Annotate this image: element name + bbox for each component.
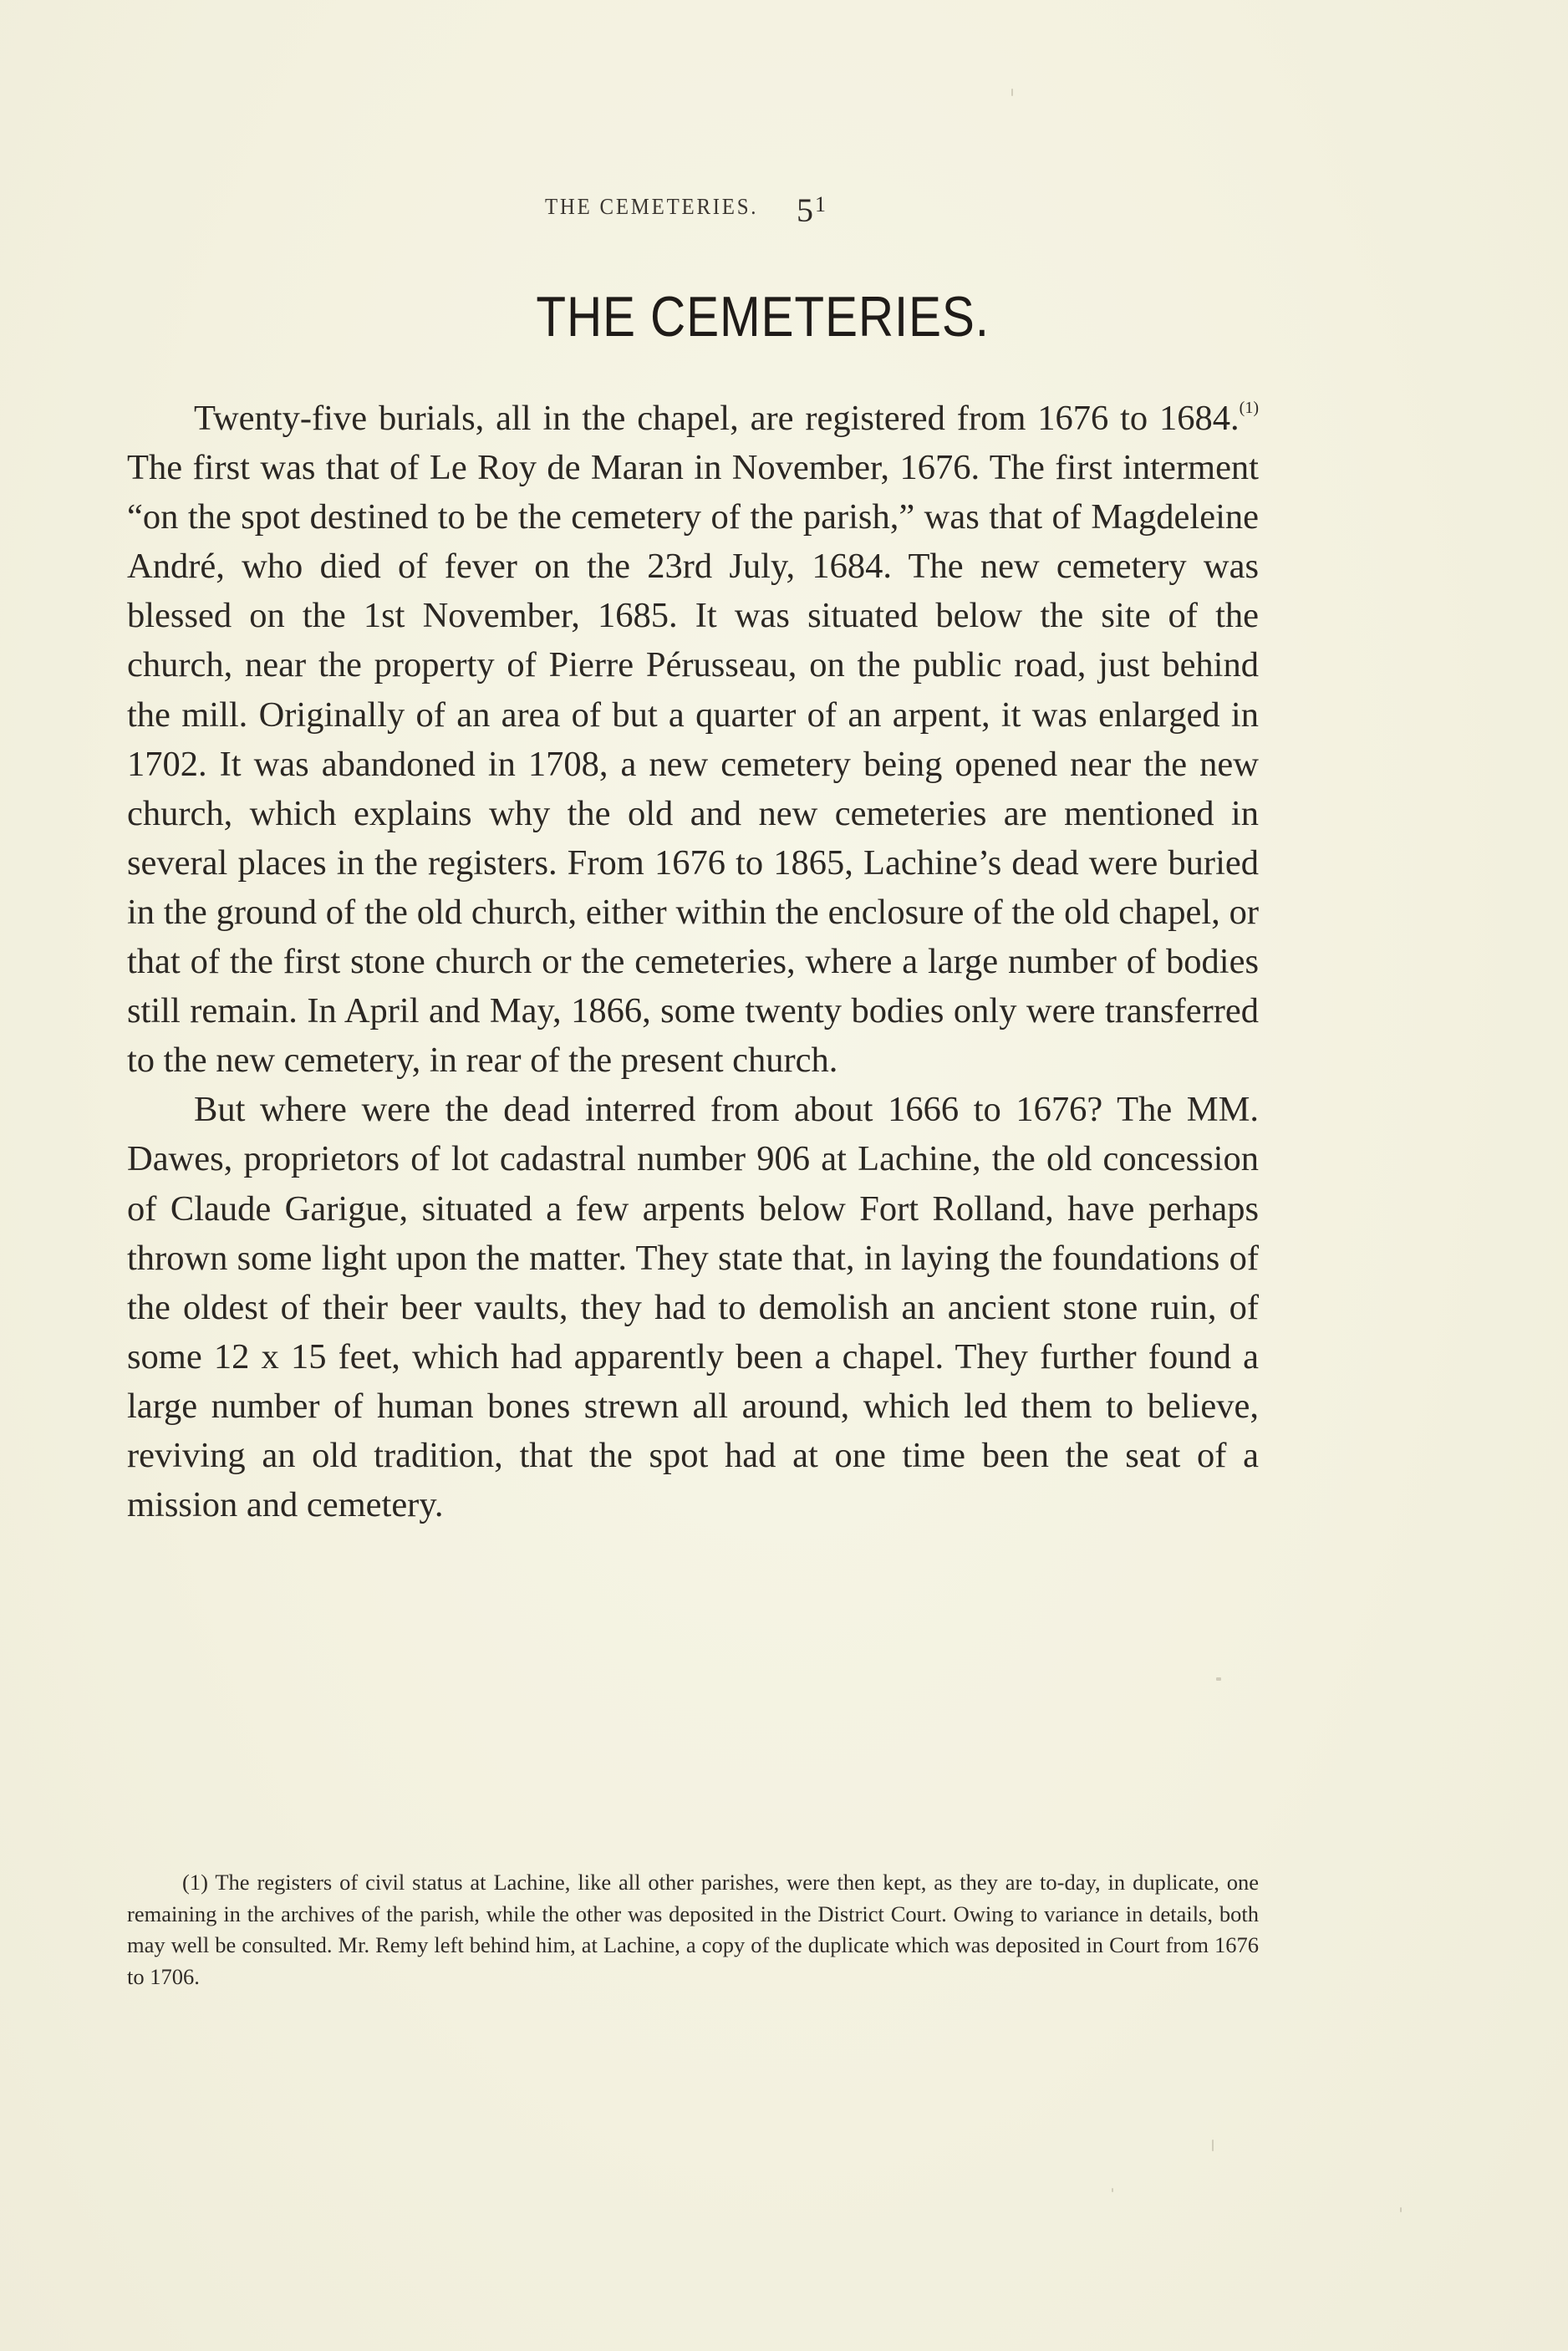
- page-number-digit-suffix: 1: [815, 192, 826, 216]
- footnote-text: The registers of civil status at Lachine, like all other parishes, were then kept, as they are to-day, in duplicate, one remaining in the archives of the parish, while the other was deposited in the District Court. Owing to variance in details, both may well be consulted. Mr. Remy left behind him, at Lachine, a copy of the duplicate which was deposited in Court from 1676 to 1706.: [127, 1870, 1259, 1989]
- paper-speck: [1400, 2207, 1402, 2212]
- paper-speck: [1212, 2140, 1214, 2151]
- paragraph: [127, 394, 1259, 1085]
- paper-speck: [1011, 89, 1013, 96]
- page-number: [797, 191, 826, 230]
- paragraph-text: The first was that of Le Roy de Maran in November, 1676. The first interment “on the spot destined to be the cemetery of the parish,” was that of Magdeleine André, who died of fever on the 23rd July, 1684. The new cemetery was blessed on the 1st November, 1685. It was situated below the site of the church, near the property of Pierre Pérusseau, on the public road, just behind the mill. Originally of an area of but a quarter of an arpent, it was enlarged in 1702. It was abandoned in 1708, a new cemetery being opened near the new church, which explains why the old and new cemeteries are mentioned in several places in the registers. From 1676 to 1865, Lachine’s dead were buried in the ground of the old church, either within the enclosure of the old chapel, or that of the first stone church or the cemeteries, where a large number of bodies still remain. In April and May, 1866, some twenty bodies only were transferred to the new cemetery, in rear of the present church.: [127, 448, 1259, 1081]
- chapter-title-text: THE CEMETERIES.: [535, 285, 990, 349]
- page-number-digit: 5: [797, 191, 813, 229]
- paper-speck: [1216, 1677, 1221, 1681]
- paragraph: But where were the dead interred from about 1666 to 1676? The MM. Dawes, proprietors of lot cadastral number 906 at Lachine, the old concession of Claude Garigue, situated a few arpents below Fort Rolland, have perhaps thrown some light upon the matter. They state that, in laying the foundations of the oldest of their beer vaults, they had to demolish an ancient stone ruin, of some 12 x 15 feet, which had apparently been a chapel. They further found a large number of human bones strewn all around, which led them to believe, reviving an old tradition, that the spot had at one time been the seat of a mission and cemetery.: [127, 1090, 1259, 1525]
- footnote: [127, 1867, 1259, 1992]
- footnote-marker: (1): [182, 1870, 208, 1895]
- body-text: [127, 394, 1259, 1529]
- running-header: THE CEMETERIES.: [545, 194, 759, 219]
- footnote-reference[interactable]: (1): [1239, 399, 1259, 417]
- chapter-title: [0, 284, 1568, 349]
- footnote-item: [127, 1867, 1259, 1992]
- paragraph-text: Twenty-five burials, all in the chapel, are registered from 1676 to 1684.: [194, 399, 1240, 438]
- paper-speck: [1112, 2188, 1113, 2192]
